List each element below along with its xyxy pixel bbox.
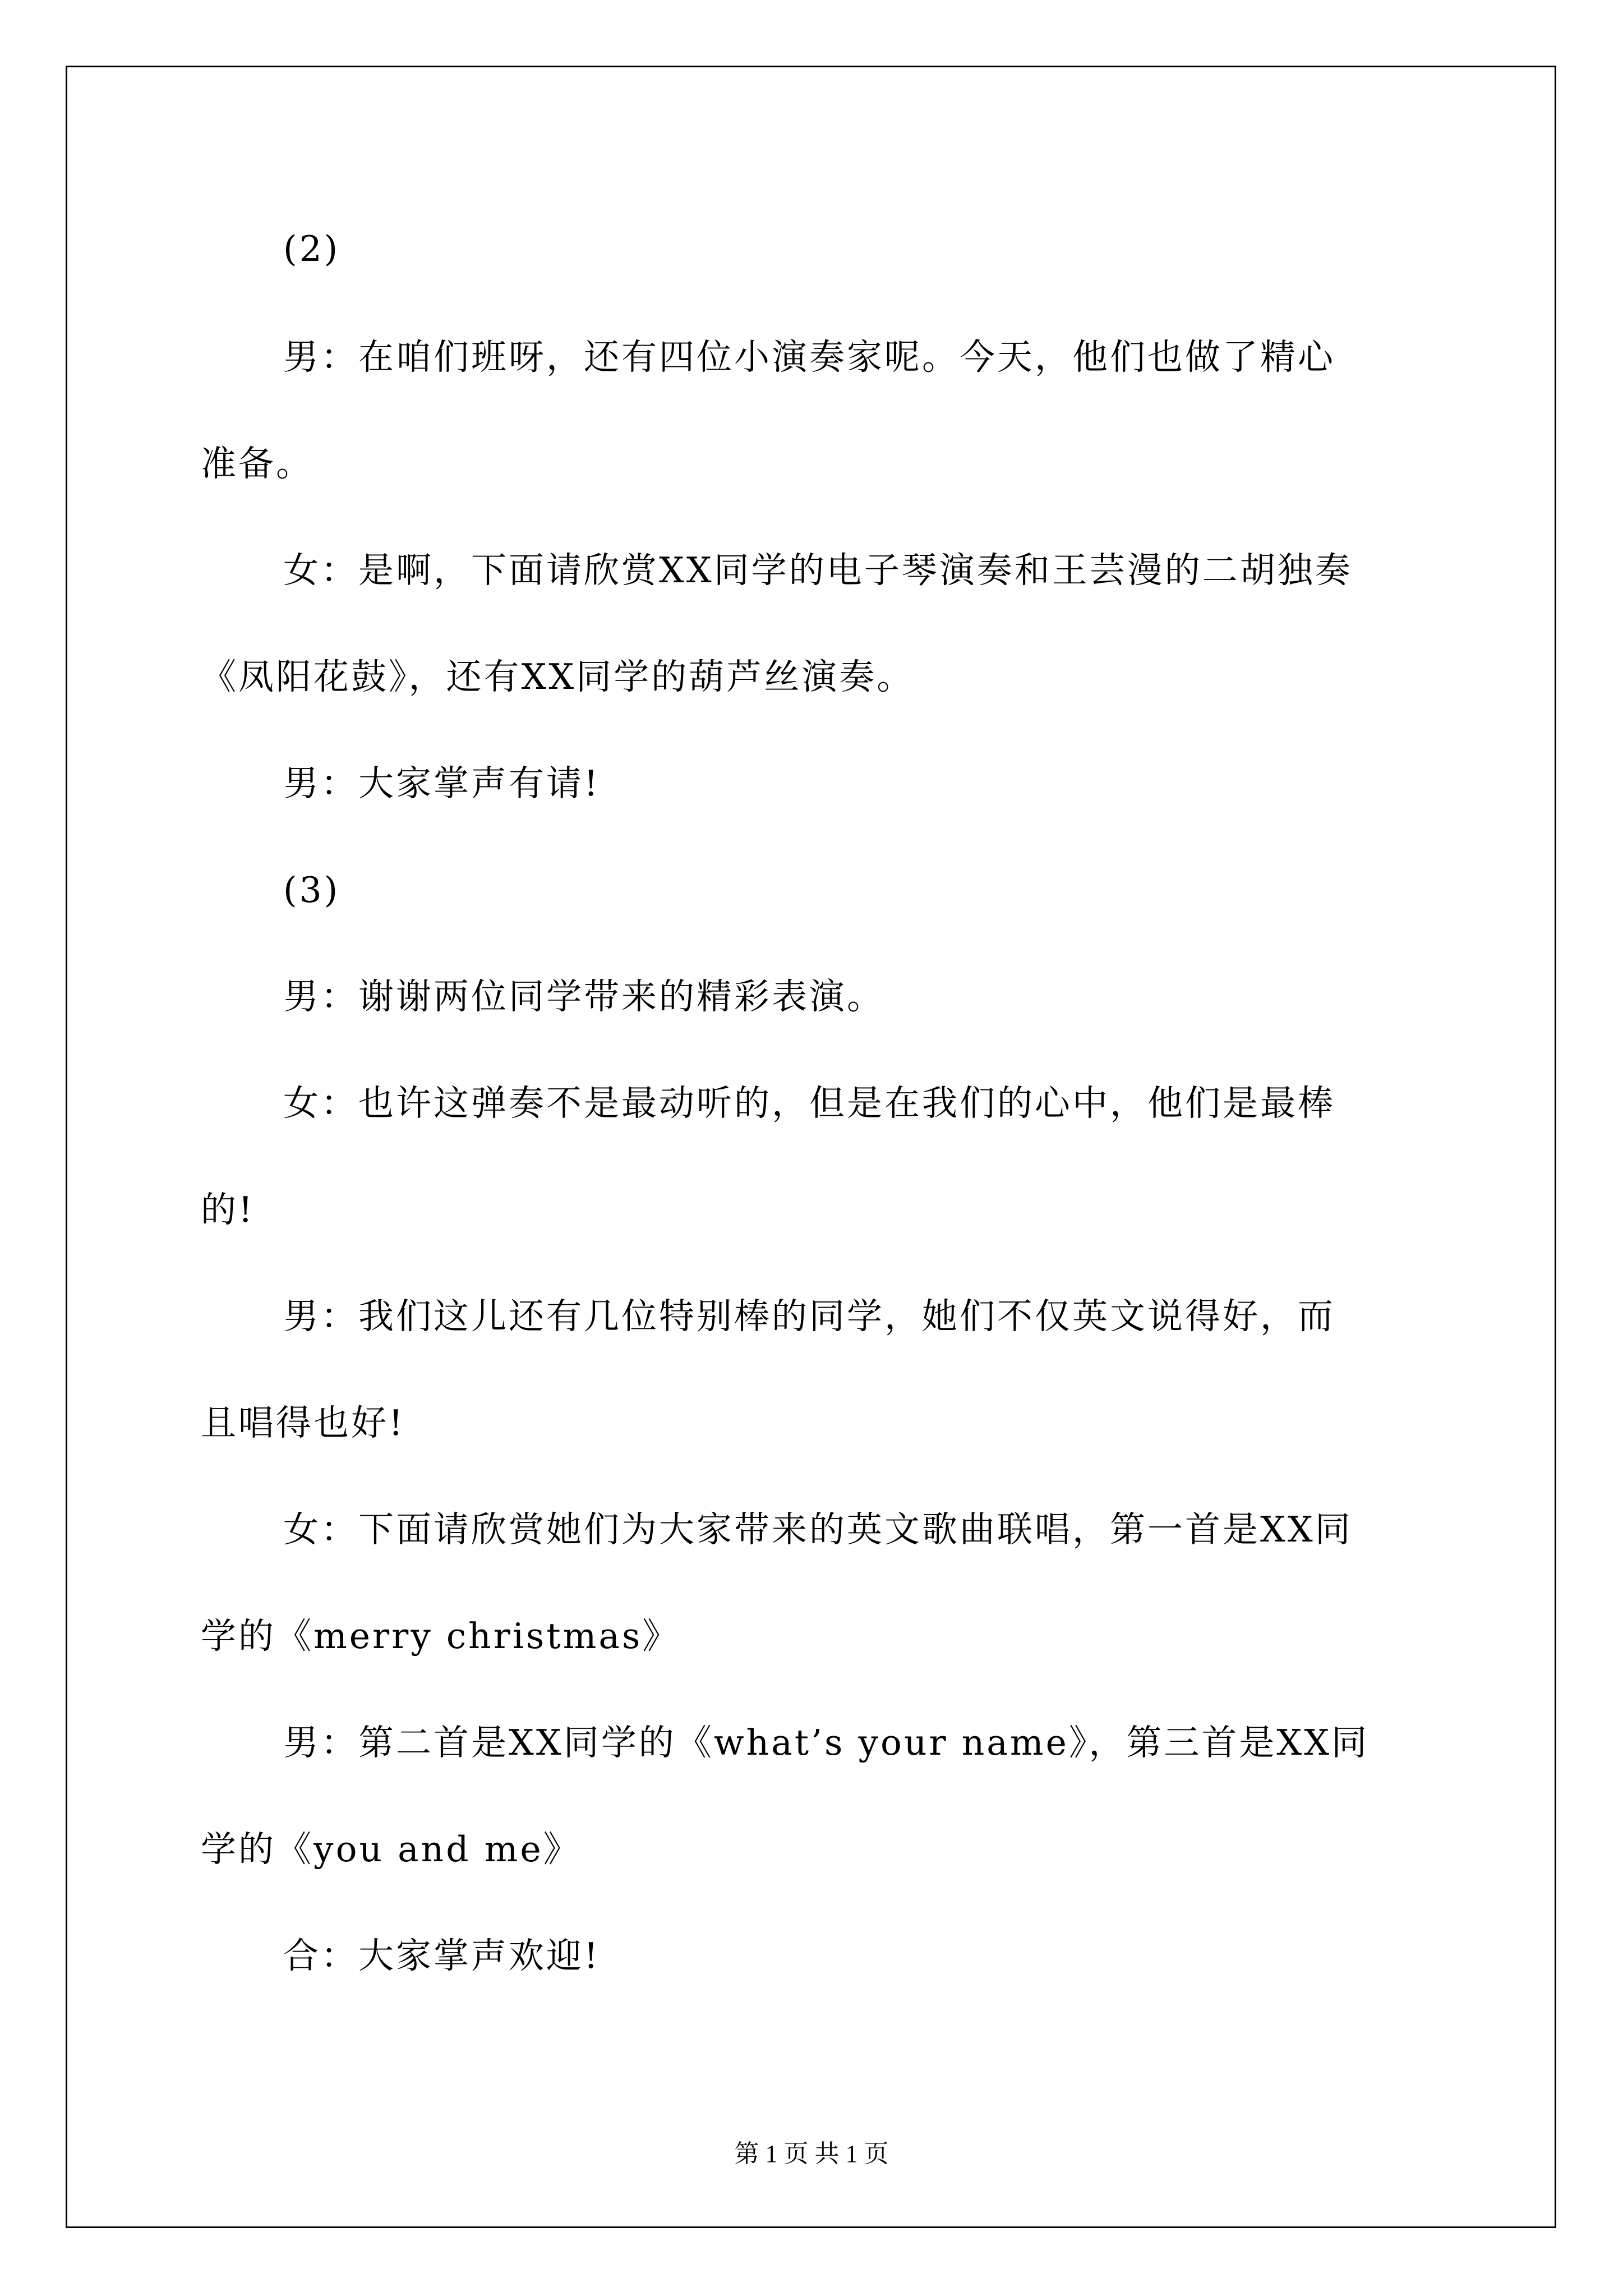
dialogue-line: 男：在咱们班呀，还有四位小演奏家呢。今天，他们也做了精心	[283, 337, 1335, 378]
dialogue-line: 女：下面请欣赏她们为大家带来的英文歌曲联唱，第一首是XX同	[283, 1509, 1353, 1550]
dialogue-line-continued: 学的《you and me》	[201, 1829, 581, 1870]
dialogue-line-continued: 且唱得也好!	[201, 1402, 405, 1443]
dialogue-line: 女：是啊，下面请欣赏XX同学的电子琴演奏和王芸漫的二胡独奏	[283, 550, 1353, 591]
dialogue-line: 男：大家掌声有请!	[283, 763, 601, 804]
dialogue-line-continued: 学的《merry christmas》	[201, 1616, 680, 1657]
dialogue-line: 男：谢谢两位同学带来的精彩表演。	[283, 976, 884, 1017]
section-heading: (3)	[283, 869, 340, 910]
page-footer: 第 1 页 共 1 页	[734, 2140, 889, 2168]
page-border	[66, 66, 1556, 2228]
dialogue-line: 合：大家掌声欢迎!	[283, 1935, 601, 1976]
section-heading: (2)	[283, 228, 340, 269]
dialogue-line: 男：我们这儿还有几位特别棒的同学，她们不仅英文说得好，而	[283, 1296, 1335, 1337]
dialogue-line-continued: 《凤阳花鼓》，还有XX同学的葫芦丝演奏。	[201, 656, 915, 697]
dialogue-line-continued: 的!	[201, 1189, 255, 1230]
dialogue-line: 男：第二首是XX同学的《what’s your name》，第三首是XX同	[283, 1722, 1370, 1763]
dialogue-line-continued: 准备。	[201, 443, 313, 484]
dialogue-line: 女：也许这弹奏不是最动听的，但是在我们的心中，他们是最棒	[283, 1083, 1335, 1124]
